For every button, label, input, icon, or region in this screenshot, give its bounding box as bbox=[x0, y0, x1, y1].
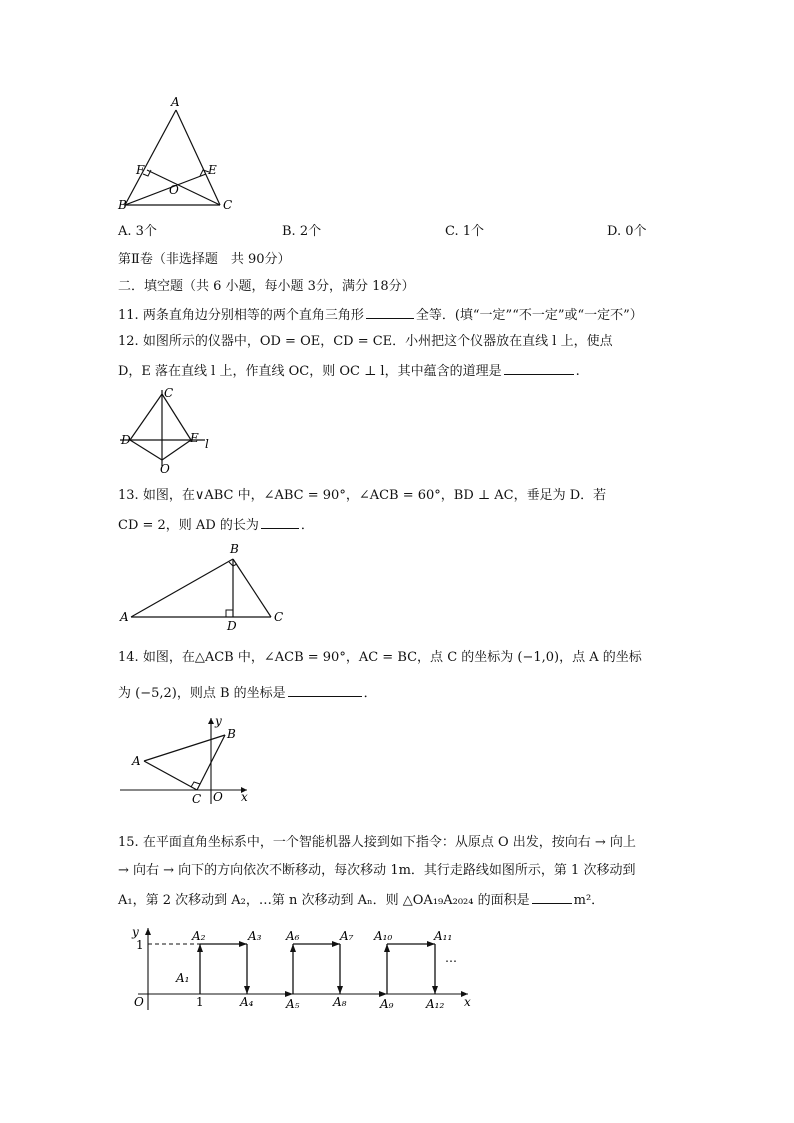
q13-line1-text: 如图，在∨ABC 中，∠ABC = 90°，∠ACB = 60°，BD ⊥ AC，垂足为 D．若 bbox=[142, 488, 607, 503]
label-a: A bbox=[132, 754, 141, 768]
label-one-y: 1 bbox=[136, 938, 144, 952]
q12-line2 bbox=[118, 362, 580, 380]
q14-answer-blank bbox=[288, 684, 362, 697]
triangle-abc-figure bbox=[110, 92, 245, 217]
q15-line2 bbox=[118, 863, 635, 879]
label-d: D bbox=[121, 433, 131, 447]
label-x: x bbox=[241, 790, 248, 804]
q14-line2 bbox=[118, 684, 377, 702]
q14-line2-text: 为 (−5,2)，则点 B 的坐标是 bbox=[118, 686, 286, 701]
label-o: O bbox=[134, 995, 144, 1009]
label-b: B bbox=[230, 542, 239, 556]
q10-option-c: C. 1个 bbox=[445, 224, 485, 239]
coordinate-triangle-figure bbox=[115, 712, 260, 807]
label-c: C bbox=[274, 610, 284, 624]
label-a3: A₃ bbox=[248, 929, 262, 943]
q11-post: 全等．(填“一定”“不一定”或“一定不”） bbox=[415, 308, 643, 323]
q12-line1-text: 如图所示的仪器中，OD = OE，CD = CE．小州把这个仪器放在直线 l 上，使点 bbox=[142, 334, 613, 349]
q12-number: 12. bbox=[118, 334, 139, 349]
instrument-figure bbox=[115, 384, 225, 479]
part2-heading: 二．填空题（共 6 小题，每小题 3分，满分 18分） bbox=[118, 279, 415, 294]
label-dots: … bbox=[445, 951, 457, 965]
right-triangle-figure bbox=[112, 540, 297, 632]
q10-option-b: B. 2个 bbox=[282, 224, 322, 239]
q14-line1 bbox=[118, 650, 642, 666]
q15-line1-text: 在平面直角坐标系中，一个智能机器人接到如下指令：从原点 O 出发，按向右 → 向上 bbox=[142, 835, 636, 850]
label-l: l bbox=[205, 437, 209, 451]
label-a1: A₁ bbox=[176, 971, 190, 985]
q14-line1-text: 如图，在△ACB 中，∠ACB = 90°，AC = BC，点 C 的坐标为 (−1,0)，点 A 的坐标 bbox=[142, 650, 642, 665]
q15-line3-text: A₁，第 2 次移动到 A₂，…第 n 次移动到 Aₙ．则 △OA₁₉A₂₀₂₄ 的面积是 bbox=[118, 893, 530, 908]
label-x: x bbox=[464, 995, 471, 1009]
label-c: C bbox=[164, 386, 174, 400]
q11-answer-blank bbox=[366, 306, 414, 319]
label-a10: A₁₀ bbox=[374, 929, 393, 943]
label-a12: A₁₂ bbox=[426, 997, 445, 1011]
q15-line2-text: → 向右 → 向下的方向依次不断移动，每次移动 1m．其行走路线如图所示，第 1 次移动到 bbox=[118, 863, 636, 878]
q11-text bbox=[118, 306, 643, 324]
label-e: E bbox=[190, 431, 199, 445]
q11-pre: 两条直角边分别相等的两个直角三角形 bbox=[142, 308, 364, 323]
label-c: C bbox=[192, 792, 202, 806]
label-y: y bbox=[132, 925, 139, 939]
label-o: O bbox=[169, 183, 179, 197]
q12-line2-text: D，E 落在直线 l 上，作直线 OC，则 OC ⊥ l，其中蕴含的道理是 bbox=[118, 364, 502, 379]
label-d: D bbox=[227, 619, 237, 632]
q12-line1 bbox=[118, 334, 613, 350]
label-one-x: 1 bbox=[196, 995, 204, 1009]
q13-number: 13. bbox=[118, 488, 139, 503]
label-o: O bbox=[160, 462, 170, 476]
label-e: E bbox=[208, 163, 217, 177]
label-a7: A₇ bbox=[340, 929, 354, 943]
q15-answer-blank bbox=[532, 891, 572, 904]
q15-line1 bbox=[118, 835, 636, 851]
q15-unit: m²． bbox=[573, 893, 605, 908]
label-a: A bbox=[171, 95, 180, 109]
label-a2: A₂ bbox=[192, 929, 206, 943]
q12-answer-blank bbox=[504, 362, 574, 375]
label-a11: A₁₁ bbox=[434, 929, 453, 943]
section2-title: 第Ⅱ卷（非选择题 共 90分） bbox=[118, 252, 291, 267]
q14-end: ． bbox=[363, 686, 377, 701]
label-a: A bbox=[120, 610, 129, 624]
label-a8: A₈ bbox=[333, 995, 347, 1009]
label-a5: A₅ bbox=[286, 997, 300, 1011]
q13-end: ． bbox=[300, 518, 314, 533]
label-f: F bbox=[136, 163, 145, 177]
q13-answer-blank bbox=[261, 516, 299, 529]
q15-line3 bbox=[118, 891, 604, 909]
q14-number: 14. bbox=[118, 650, 139, 665]
robot-path-figure bbox=[128, 922, 478, 1014]
label-c: C bbox=[223, 198, 233, 212]
q12-end: . bbox=[575, 364, 580, 379]
label-b: B bbox=[118, 198, 127, 212]
q10-option-d: D. 0个 bbox=[607, 224, 647, 239]
q13-line2-text: CD = 2，则 AD 的长为 bbox=[118, 518, 259, 533]
q15-number: 15. bbox=[118, 835, 139, 850]
q13-line2 bbox=[118, 516, 314, 534]
label-a4: A₄ bbox=[240, 995, 254, 1009]
label-o: O bbox=[213, 790, 223, 804]
q10-option-a: A. 3个 bbox=[118, 224, 157, 239]
label-a9: A₉ bbox=[380, 997, 394, 1011]
q13-line1 bbox=[118, 488, 606, 504]
label-y: y bbox=[215, 714, 222, 728]
label-a6: A₆ bbox=[286, 929, 300, 943]
label-b: B bbox=[227, 727, 236, 741]
q11-number: 11. bbox=[118, 308, 139, 323]
